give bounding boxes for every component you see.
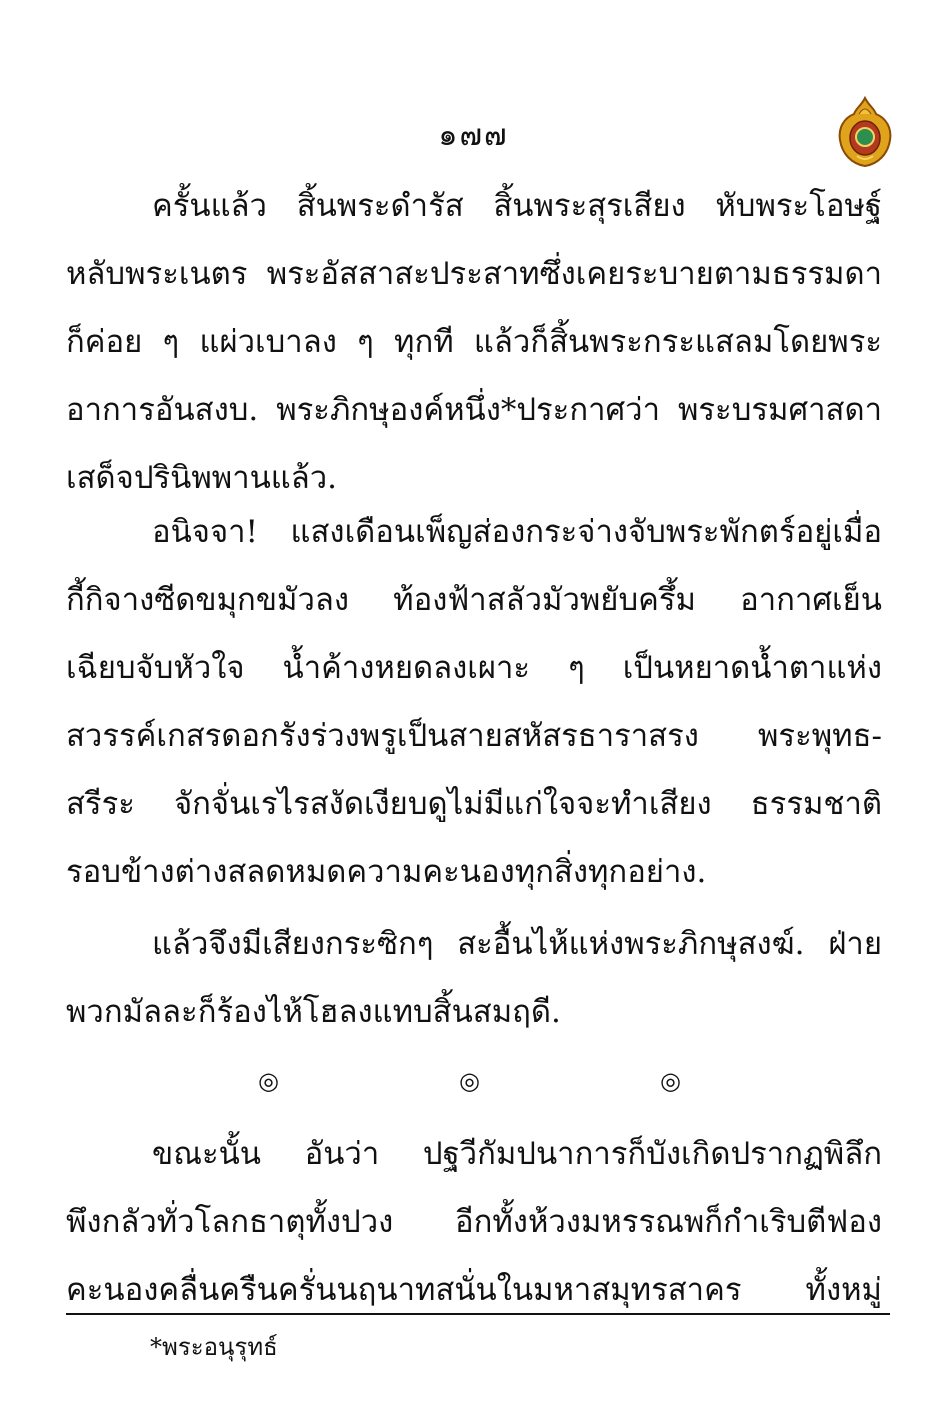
text-line: หลับพระเนตร พระอัสสาสะประสาทซึ่งเคยระบายตามธรรมดา bbox=[66, 256, 882, 292]
text-line: ครั้นแล้ว สิ้นพระดำรัส สิ้นพระสุรเสียง หับพระโอษฐ์ bbox=[152, 188, 882, 224]
footnote: *พระอนุรุทธ์ bbox=[150, 1333, 278, 1361]
text-line: เสด็จปรินิพพานแล้ว. bbox=[66, 460, 338, 496]
separator-mark: ◎ bbox=[258, 1067, 279, 1095]
paragraph-1 bbox=[66, 172, 882, 512]
paragraph-2 bbox=[66, 498, 882, 906]
text-line: กี้กิจางซีดขมุกขมัวลง ท้องฟ้าสลัวมัวพยับครึ้ม อากาศเย็น bbox=[66, 582, 882, 618]
footnote-divider bbox=[66, 1313, 890, 1315]
text-line: คะนองคลื่นครืนครั่นนฤนาทสนั่นในมหาสมุทรสาคร ทั้งหมู่ bbox=[66, 1272, 882, 1308]
paragraph-3 bbox=[66, 910, 882, 1046]
text-line: ก็ค่อย ๆ แผ่วเบาลง ๆ ทุกที แล้วก็สิ้นพระกระแสลมโดยพระ bbox=[66, 324, 882, 360]
text-line: อาการอันสงบ. พระภิกษุองค์หนึ่ง*ประกาศว่า พระบรมศาสดา bbox=[66, 392, 882, 428]
text-line: ขณะนั้น อันว่า ปฐวีกัมปนาการก็บังเกิดปรากฏพิลึก bbox=[152, 1136, 882, 1172]
text-line: เฉียบจับหัวใจ น้ำค้างหยดลงเผาะ ๆ เป็นหยาดน้ำตาแห่ง bbox=[66, 650, 882, 686]
separator-mark: ◎ bbox=[459, 1067, 480, 1095]
text-line: สวรรค์เกสรดอกรังร่วงพรูเป็นสายสหัสรธาราสรง พระพุทธ- bbox=[66, 718, 882, 754]
text-line: สรีระ จักจั่นเรไรสงัดเงียบดูไม่มีแก่ใจจะทำเสียง ธรรมชาติ bbox=[66, 786, 882, 822]
text-line: แล้วจึงมีเสียงกระซิกๆ สะอื้นไห้แห่งพระภิกษุสงฆ์. ฝ่าย bbox=[152, 926, 882, 962]
paragraph-4 bbox=[66, 1120, 882, 1324]
text-line: อนิจจา! แสงเดือนเพ็ญส่องกระจ่างจับพระพักตร์อยู่เมื่อ bbox=[152, 514, 882, 550]
separator-mark: ◎ bbox=[660, 1067, 681, 1095]
section-separator bbox=[0, 1066, 947, 1096]
royal-emblem-icon bbox=[836, 96, 894, 168]
page-number: ๑๗๗ bbox=[438, 118, 509, 153]
text-line: รอบข้างต่างสลดหมดความคะนองทุกสิ่งทุกอย่าง. bbox=[66, 854, 707, 890]
text-line: พึงกลัวทั่วโลกธาตุทั้งปวง อีกทั้งห้วงมหรรณพก็กำเริบตีฟอง bbox=[66, 1204, 882, 1240]
text-line: พวกมัลละก็ร้องไห้โฮลงแทบสิ้นสมฤดี. bbox=[66, 994, 561, 1030]
